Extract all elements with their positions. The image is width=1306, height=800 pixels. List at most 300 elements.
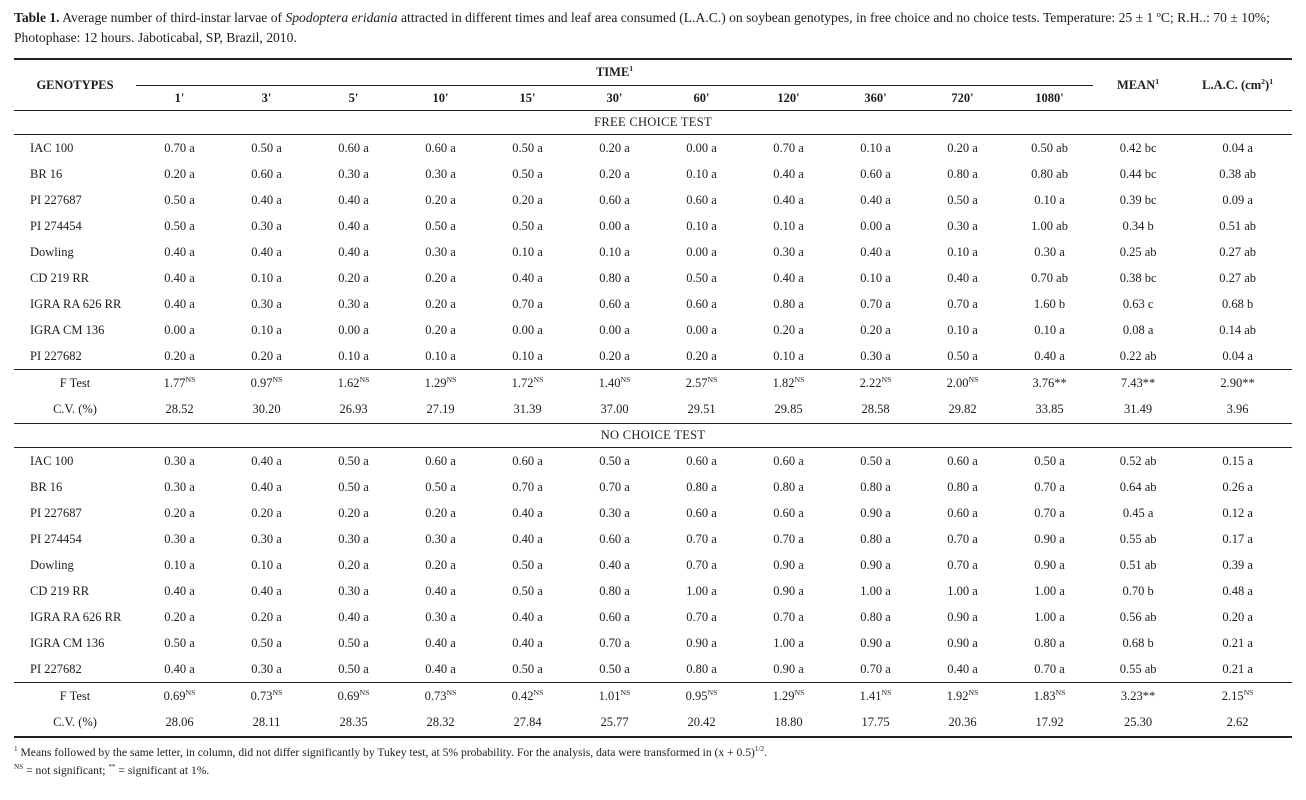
time-value-cell: 0.50 a (164, 218, 195, 233)
time-value-cell: 0.20 a (164, 609, 195, 624)
time-value-cell: 0.40 a (773, 166, 804, 181)
cv-value-cell: 28.35 (339, 715, 368, 730)
time-value-cell: 0.00 a (164, 322, 195, 337)
time-value-cell: 0.20 a (947, 140, 978, 155)
mean-cell: 0.55 ab (1119, 531, 1157, 546)
f-test-value-cell: $0.97^{NS}$ (223, 370, 310, 397)
f-test-label: F Test (14, 370, 136, 397)
time-value-cell: 0.20 a (425, 505, 456, 520)
time-value-cell: 0.40 a (860, 192, 891, 207)
time-value-cell: 0.20 a (425, 270, 456, 285)
time-value-cell: 0.30 a (425, 531, 456, 546)
mean-cell: 0.52 ab (1119, 453, 1157, 468)
time-value-cell: 0.40 a (512, 609, 543, 624)
lac-cell: 0.15 a (1222, 453, 1253, 468)
table-row (14, 213, 1292, 239)
time-value-cell: 0.50 a (338, 453, 369, 468)
time-value-cell: 0.60 a (686, 505, 717, 520)
time-value-cell: 0.50 a (599, 453, 630, 468)
time-value-cell: 0.50 a (338, 661, 369, 676)
time-value-cell: 0.80 a (1034, 635, 1065, 650)
time-value-cell: 0.70 a (164, 140, 195, 155)
time-value-cell: 0.20 a (512, 192, 543, 207)
time-value-cell: 0.50 a (512, 140, 543, 155)
time-value-cell: 0.40 a (512, 635, 543, 650)
time-value-cell: 0.10 a (164, 557, 195, 572)
time-value-cell: 0.90 a (773, 661, 804, 676)
time-value-cell: 0.10 a (338, 348, 369, 363)
genotype-label: PI 227682 (30, 661, 82, 676)
time-value-cell: 0.70 a (1034, 479, 1065, 494)
time-value-cell: 0.20 a (338, 557, 369, 572)
section-title: NO CHOICE TEST (14, 424, 1292, 448)
cv-label: C.V. (%) (53, 715, 97, 730)
time-value-cell: 0.20 a (425, 296, 456, 311)
cv-value-cell: 18.80 (774, 715, 803, 730)
time-value-cell: 0.60 a (251, 166, 282, 181)
time-value-cell: 0.70 a (947, 557, 978, 572)
time-value-cell: 0.70 a (599, 635, 630, 650)
time-value-cell: 0.30 a (425, 609, 456, 624)
cv-value-cell: 28.11 (252, 715, 281, 730)
time-value-cell: 0.50 a (251, 140, 282, 155)
time-value-cell: 0.80 a (686, 661, 717, 676)
time-value-cell: 0.60 a (947, 505, 978, 520)
table-row (14, 161, 1292, 187)
time-value-cell: 0.40 a (251, 192, 282, 207)
time-value-cell: 0.90 a (773, 557, 804, 572)
cv-mean-cell: 31.49 (1124, 402, 1153, 417)
time-value-cell: 0.80 a (947, 479, 978, 494)
table-row (14, 343, 1292, 370)
time-tick: 720' (951, 90, 974, 105)
time-value-cell: 0.10 a (773, 218, 804, 233)
time-value-cell: 0.10 a (512, 244, 543, 259)
genotypes-header: GENOTYPES (36, 77, 114, 92)
time-value-cell: 0.10 a (686, 166, 717, 181)
mean-cell: 0.08 a (1122, 322, 1154, 337)
f-test-value-cell: 3.76** (1006, 370, 1093, 397)
time-value-cell: 0.40 a (512, 270, 543, 285)
genotype-label: PI 274454 (30, 218, 82, 233)
mean-cell: 0.56 ab (1119, 609, 1157, 624)
time-value-cell: 0.60 a (425, 453, 456, 468)
time-value-cell: 0.40 a (773, 270, 804, 285)
time-value-cell: 0.30 a (599, 505, 630, 520)
mean-cell: 0.38 bc (1119, 270, 1157, 285)
time-value-cell: 0.40 a (947, 270, 978, 285)
time-value-cell: 0.90 a (860, 505, 891, 520)
time-value-cell: 0.30 a (164, 453, 195, 468)
time-value-cell: 0.70 a (773, 140, 804, 155)
cv-value-cell: 28.32 (426, 715, 455, 730)
time-value-cell: 0.20 a (164, 166, 195, 181)
f-test-value-cell: $0.95^{NS}$ (658, 683, 745, 710)
f-test-label: F Test (14, 683, 136, 710)
time-value-cell: 0.60 a (599, 531, 630, 546)
time-value-cell: 0.00 a (512, 322, 543, 337)
time-value-cell: 0.40 a (164, 296, 195, 311)
genotype-label: IGRA RA 626 RR (30, 609, 122, 624)
time-value-cell: 0.50 a (860, 453, 891, 468)
f-test-value-cell: $1.83^{NS}$ (1006, 683, 1093, 710)
time-value-cell: 0.20 a (164, 505, 195, 520)
cv-value-cell: 30.20 (252, 402, 281, 417)
time-value-cell: 0.40 a (164, 583, 195, 598)
table-row (14, 317, 1292, 343)
time-value-cell: 1.00 a (860, 583, 891, 598)
time-value-cell: 0.00 a (338, 322, 369, 337)
f-test-mean-cell: 7.43** (1093, 370, 1183, 397)
time-value-cell: 0.40 a (251, 583, 282, 598)
mean-cell: 0.34 b (1122, 218, 1154, 233)
mean-cell: 0.25 ab (1119, 244, 1157, 259)
time-value-cell: 0.70 a (512, 479, 543, 494)
cv-lac-cell: 3.96 (1226, 402, 1249, 417)
mean-cell: 0.44 bc (1119, 166, 1157, 181)
time-value-cell: 0.10 a (947, 244, 978, 259)
cv-value-cell: 28.58 (861, 402, 890, 417)
f-test-value-cell: $0.69^{NS}$ (136, 683, 223, 710)
table-row (14, 656, 1292, 683)
time-value-cell: 0.30 a (338, 166, 369, 181)
lac-cell: 0.04 a (1222, 348, 1253, 363)
time-value-cell: 0.50 a (512, 557, 543, 572)
time-value-cell: 0.00 a (599, 322, 630, 337)
time-value-cell: 0.20 a (164, 348, 195, 363)
lac-cell: 0.17 a (1222, 531, 1253, 546)
section-header-row (14, 111, 1292, 135)
table-row (14, 265, 1292, 291)
table-row (14, 187, 1292, 213)
time-value-cell: 0.50 a (512, 218, 543, 233)
mean-cell: 0.22 ab (1119, 348, 1157, 363)
time-value-cell: 0.30 a (425, 166, 456, 181)
time-value-cell: 0.70 a (773, 531, 804, 546)
table-row (14, 474, 1292, 500)
genotype-label: PI 227682 (30, 348, 82, 363)
time-value-cell: 0.20 a (686, 348, 717, 363)
genotype-label: BR 16 (30, 479, 63, 494)
time-value-cell: 0.10 a (860, 140, 891, 155)
time-value-cell: 0.00 a (686, 322, 717, 337)
time-value-cell: 0.90 a (1034, 557, 1065, 572)
time-value-cell: 0.40 a (1034, 348, 1065, 363)
time-value-cell: 0.70 a (947, 531, 978, 546)
time-value-cell: 0.90 a (860, 557, 891, 572)
mean-cell: 0.45 a (1122, 505, 1154, 520)
lac-cell: 0.21 a (1222, 661, 1253, 676)
cv-value-cell: 27.19 (426, 402, 455, 417)
time-value-cell: 0.70 a (686, 557, 717, 572)
f-test-value-cell: $0.42^{NS}$ (484, 683, 571, 710)
time-value-cell: 0.10 a (860, 270, 891, 285)
time-value-cell: 1.00 a (947, 583, 978, 598)
f-test-lac-cell: 2.90** (1183, 370, 1292, 397)
cv-mean-cell: 25.30 (1124, 715, 1153, 730)
time-value-cell: 0.80 a (773, 296, 804, 311)
time-value-cell: 0.40 a (512, 531, 543, 546)
time-value-cell: 0.80 a (860, 479, 891, 494)
time-value-cell: 0.70 a (686, 609, 717, 624)
f-test-value-cell: $1.29^{NS}$ (745, 683, 832, 710)
table-row (14, 552, 1292, 578)
footnotes (14, 744, 1292, 779)
time-value-cell: 0.50 a (512, 583, 543, 598)
time-value-cell: 0.90 a (947, 635, 978, 650)
f-test-mean-cell: 3.23** (1093, 683, 1183, 710)
f-test-value-cell: $1.72^{NS}$ (484, 370, 571, 397)
f-test-value-cell: $1.82^{NS}$ (745, 370, 832, 397)
time-value-cell: 0.60 a (512, 453, 543, 468)
cv-value-cell: 28.06 (165, 715, 194, 730)
time-value-cell: 0.70 a (860, 661, 891, 676)
f-test-value-cell: $2.00^{NS}$ (919, 370, 1006, 397)
table-row (14, 448, 1292, 475)
cv-row (14, 709, 1292, 737)
cv-value-cell: 17.75 (861, 715, 890, 730)
time-value-cell: 0.10 a (1034, 322, 1065, 337)
time-tick: 60' (693, 90, 710, 105)
table-row (14, 500, 1292, 526)
section-header-row (14, 424, 1292, 448)
mean-header: MEAN$^1$ (1117, 76, 1160, 92)
time-value-cell: 1.00 a (1034, 583, 1065, 598)
time-value-cell: 0.30 a (251, 661, 282, 676)
time-value-cell: 0.60 a (686, 296, 717, 311)
time-value-cell: 1.60 b (1033, 296, 1066, 311)
cv-value-cell: 20.42 (687, 715, 716, 730)
cv-value-cell: 27.84 (513, 715, 542, 730)
footnote-2: $^{NS}$ = not significant; ** = significant at 1%. (14, 762, 210, 777)
time-value-cell: 0.40 a (599, 557, 630, 572)
f-test-row (14, 370, 1292, 397)
time-value-cell: 0.50 a (164, 635, 195, 650)
lac-cell: 0.09 a (1222, 192, 1253, 207)
cv-value-cell: 29.51 (687, 402, 716, 417)
time-value-cell: 0.60 a (338, 140, 369, 155)
f-test-value-cell: $1.77^{NS}$ (136, 370, 223, 397)
time-value-cell: 0.60 a (947, 453, 978, 468)
mean-cell: 0.51 ab (1119, 557, 1157, 572)
time-value-cell: 0.70 a (1034, 661, 1065, 676)
time-value-cell: 0.60 a (599, 192, 630, 207)
time-value-cell: 0.40 a (425, 583, 456, 598)
time-value-cell: 0.80 a (860, 531, 891, 546)
lac-cell: 0.21 a (1222, 635, 1253, 650)
time-value-cell: 0.20 a (599, 166, 630, 181)
time-tick: 5' (348, 90, 359, 105)
genotype-label: PI 227687 (30, 192, 82, 207)
time-value-cell: 0.80 a (599, 270, 630, 285)
time-value-cell: 0.30 a (947, 218, 978, 233)
time-tick: 120' (777, 90, 800, 105)
f-test-value-cell: $1.29^{NS}$ (397, 370, 484, 397)
time-value-cell: 0.50 a (164, 192, 195, 207)
time-value-cell: 0.40 a (512, 505, 543, 520)
f-test-value-cell: $0.69^{NS}$ (310, 683, 397, 710)
time-value-cell: 0.40 a (425, 635, 456, 650)
time-value-cell: 0.30 a (338, 296, 369, 311)
time-value-cell: 0.80 a (773, 479, 804, 494)
time-value-cell: 0.30 a (1034, 244, 1065, 259)
time-value-cell: 0.20 a (251, 609, 282, 624)
lac-cell: 0.12 a (1222, 505, 1253, 520)
cv-lac-cell: 2.62 (1226, 715, 1249, 730)
f-test-value-cell: $0.73^{NS}$ (223, 683, 310, 710)
time-value-cell: 0.70 a (773, 609, 804, 624)
time-value-cell: 0.30 a (860, 348, 891, 363)
time-value-cell: 0.20 a (425, 557, 456, 572)
time-value-cell: 0.70 a (686, 531, 717, 546)
section-title: FREE CHOICE TEST (14, 111, 1292, 135)
time-value-cell: 0.40 a (860, 244, 891, 259)
time-tick: 1' (174, 90, 185, 105)
mean-cell: 0.68 b (1122, 635, 1154, 650)
genotype-label: IGRA RA 626 RR (30, 296, 122, 311)
table-caption (14, 8, 1292, 48)
time-value-cell: 0.30 a (251, 531, 282, 546)
time-value-cell: 0.30 a (773, 244, 804, 259)
genotype-label: BR 16 (30, 166, 63, 181)
time-value-cell: 0.40 a (773, 192, 804, 207)
lac-cell: 0.20 a (1222, 609, 1253, 624)
mean-cell: 0.70 b (1122, 583, 1154, 598)
time-value-cell: 0.10 a (251, 557, 282, 572)
caption-text-1: Average number of third-instar larvae of (59, 10, 286, 25)
lac-cell: 0.48 a (1222, 583, 1253, 598)
lac-cell: 0.38 ab (1219, 166, 1256, 181)
time-value-cell: 0.40 a (251, 479, 282, 494)
genotype-label: IAC 100 (30, 140, 74, 155)
time-value-cell: 0.10 a (599, 244, 630, 259)
time-value-cell: 0.20 a (599, 140, 630, 155)
time-value-cell: 0.80 a (599, 583, 630, 598)
time-value-cell: 0.40 a (164, 244, 195, 259)
time-value-cell: 0.40 a (164, 270, 195, 285)
table-row (14, 604, 1292, 630)
time-value-cell: 0.40 a (251, 244, 282, 259)
time-value-cell: 0.40 a (164, 661, 195, 676)
time-value-cell: 0.50 a (1034, 453, 1065, 468)
genotype-label: CD 219 RR (30, 270, 90, 285)
genotype-label: CD 219 RR (30, 583, 90, 598)
lac-cell: 0.68 b (1221, 296, 1254, 311)
lac-cell: 0.27 ab (1219, 244, 1256, 259)
time-tick: 15' (519, 90, 536, 105)
f-test-value-cell: $2.57^{NS}$ (658, 370, 745, 397)
genotype-label: PI 227687 (30, 505, 82, 520)
time-value-cell: 0.50 a (512, 166, 543, 181)
f-test-value-cell: $1.62^{NS}$ (310, 370, 397, 397)
species-name: Spodoptera eridania (285, 10, 398, 25)
time-value-cell: 0.50 a (338, 479, 369, 494)
time-value-cell: 0.60 a (599, 296, 630, 311)
table-row (14, 239, 1292, 265)
time-value-cell: 0.40 a (338, 609, 369, 624)
f-test-value-cell: $1.01^{NS}$ (571, 683, 658, 710)
time-tick: 30' (606, 90, 623, 105)
time-value-cell: 0.50 a (425, 479, 456, 494)
genotype-label: IGRA CM 136 (30, 635, 105, 650)
time-value-cell: 0.10 a (425, 348, 456, 363)
time-value-cell: 0.30 a (251, 218, 282, 233)
time-value-cell: 0.90 a (947, 609, 978, 624)
time-value-cell: 0.60 a (773, 453, 804, 468)
time-value-cell: 0.10 a (251, 322, 282, 337)
table-row (14, 578, 1292, 604)
time-value-cell: 0.20 a (599, 348, 630, 363)
time-value-cell: 0.20 a (251, 348, 282, 363)
time-value-cell: 0.40 a (947, 661, 978, 676)
time-value-cell: 0.30 a (338, 583, 369, 598)
time-value-cell: 0.70 a (860, 296, 891, 311)
f-test-value-cell: $1.92^{NS}$ (919, 683, 1006, 710)
genotype-label: Dowling (30, 244, 74, 259)
time-value-cell: 0.50 a (947, 192, 978, 207)
time-value-cell: 0.30 a (164, 531, 195, 546)
lac-cell: 0.51 ab (1219, 218, 1256, 233)
time-header: TIME$^1$ (136, 59, 1093, 86)
genotype-label: PI 274454 (30, 531, 82, 546)
time-value-cell: 0.30 a (338, 531, 369, 546)
cv-label: C.V. (%) (53, 402, 97, 417)
time-value-cell: 0.00 a (686, 140, 717, 155)
cv-value-cell: 29.85 (774, 402, 803, 417)
time-value-cell: 0.60 a (773, 505, 804, 520)
time-value-cell: 0.50 ab (1031, 140, 1068, 155)
time-value-cell: 0.90 a (773, 583, 804, 598)
time-value-cell: 0.50 a (425, 218, 456, 233)
time-value-cell: 0.60 a (425, 140, 456, 155)
time-value-cell: 0.10 a (1034, 192, 1065, 207)
cv-value-cell: 31.39 (513, 402, 542, 417)
lac-cell: 0.39 a (1222, 557, 1253, 572)
time-value-cell: 0.50 a (686, 270, 717, 285)
f-test-value-cell: $0.73^{NS}$ (397, 683, 484, 710)
mean-cell: 0.63 c (1122, 296, 1154, 311)
time-value-cell: 0.50 a (599, 661, 630, 676)
time-value-cell: 0.00 a (860, 218, 891, 233)
table-row (14, 135, 1292, 162)
time-value-cell: 1.00 a (686, 583, 717, 598)
time-value-cell: 0.90 a (1034, 531, 1065, 546)
time-value-cell: 0.20 a (425, 322, 456, 337)
cv-value-cell: 26.93 (339, 402, 368, 417)
time-value-cell: 1.00 ab (1031, 218, 1068, 233)
time-value-cell: 0.30 a (164, 479, 195, 494)
results-table (14, 58, 1292, 738)
table-header (14, 59, 1292, 111)
time-value-cell: 0.80 a (947, 166, 978, 181)
cv-value-cell: 28.52 (165, 402, 194, 417)
time-tick: 10' (432, 90, 449, 105)
time-value-cell: 0.70 ab (1031, 270, 1068, 285)
time-value-cell: 0.00 a (686, 244, 717, 259)
time-value-cell: 0.50 a (947, 348, 978, 363)
time-value-cell: 1.00 a (773, 635, 804, 650)
cv-value-cell: 37.00 (600, 402, 629, 417)
time-value-cell: 0.70 a (599, 479, 630, 494)
time-value-cell: 0.80 a (686, 479, 717, 494)
footnote-1: $^1$ Means followed by the same letter, in column, did not differ significantly by Tukey test, at 5% probability. For the analysis, data were transformed in $(x + 0.5)^{1/2}$. (14, 745, 767, 760)
time-value-cell: 0.10 a (251, 270, 282, 285)
time-value-cell: 0.50 a (338, 635, 369, 650)
cv-value-cell: 29.82 (948, 402, 977, 417)
lac-cell: 0.26 a (1222, 479, 1253, 494)
time-value-cell: 0.20 a (425, 192, 456, 207)
lac-cell: 0.14 ab (1219, 322, 1256, 337)
